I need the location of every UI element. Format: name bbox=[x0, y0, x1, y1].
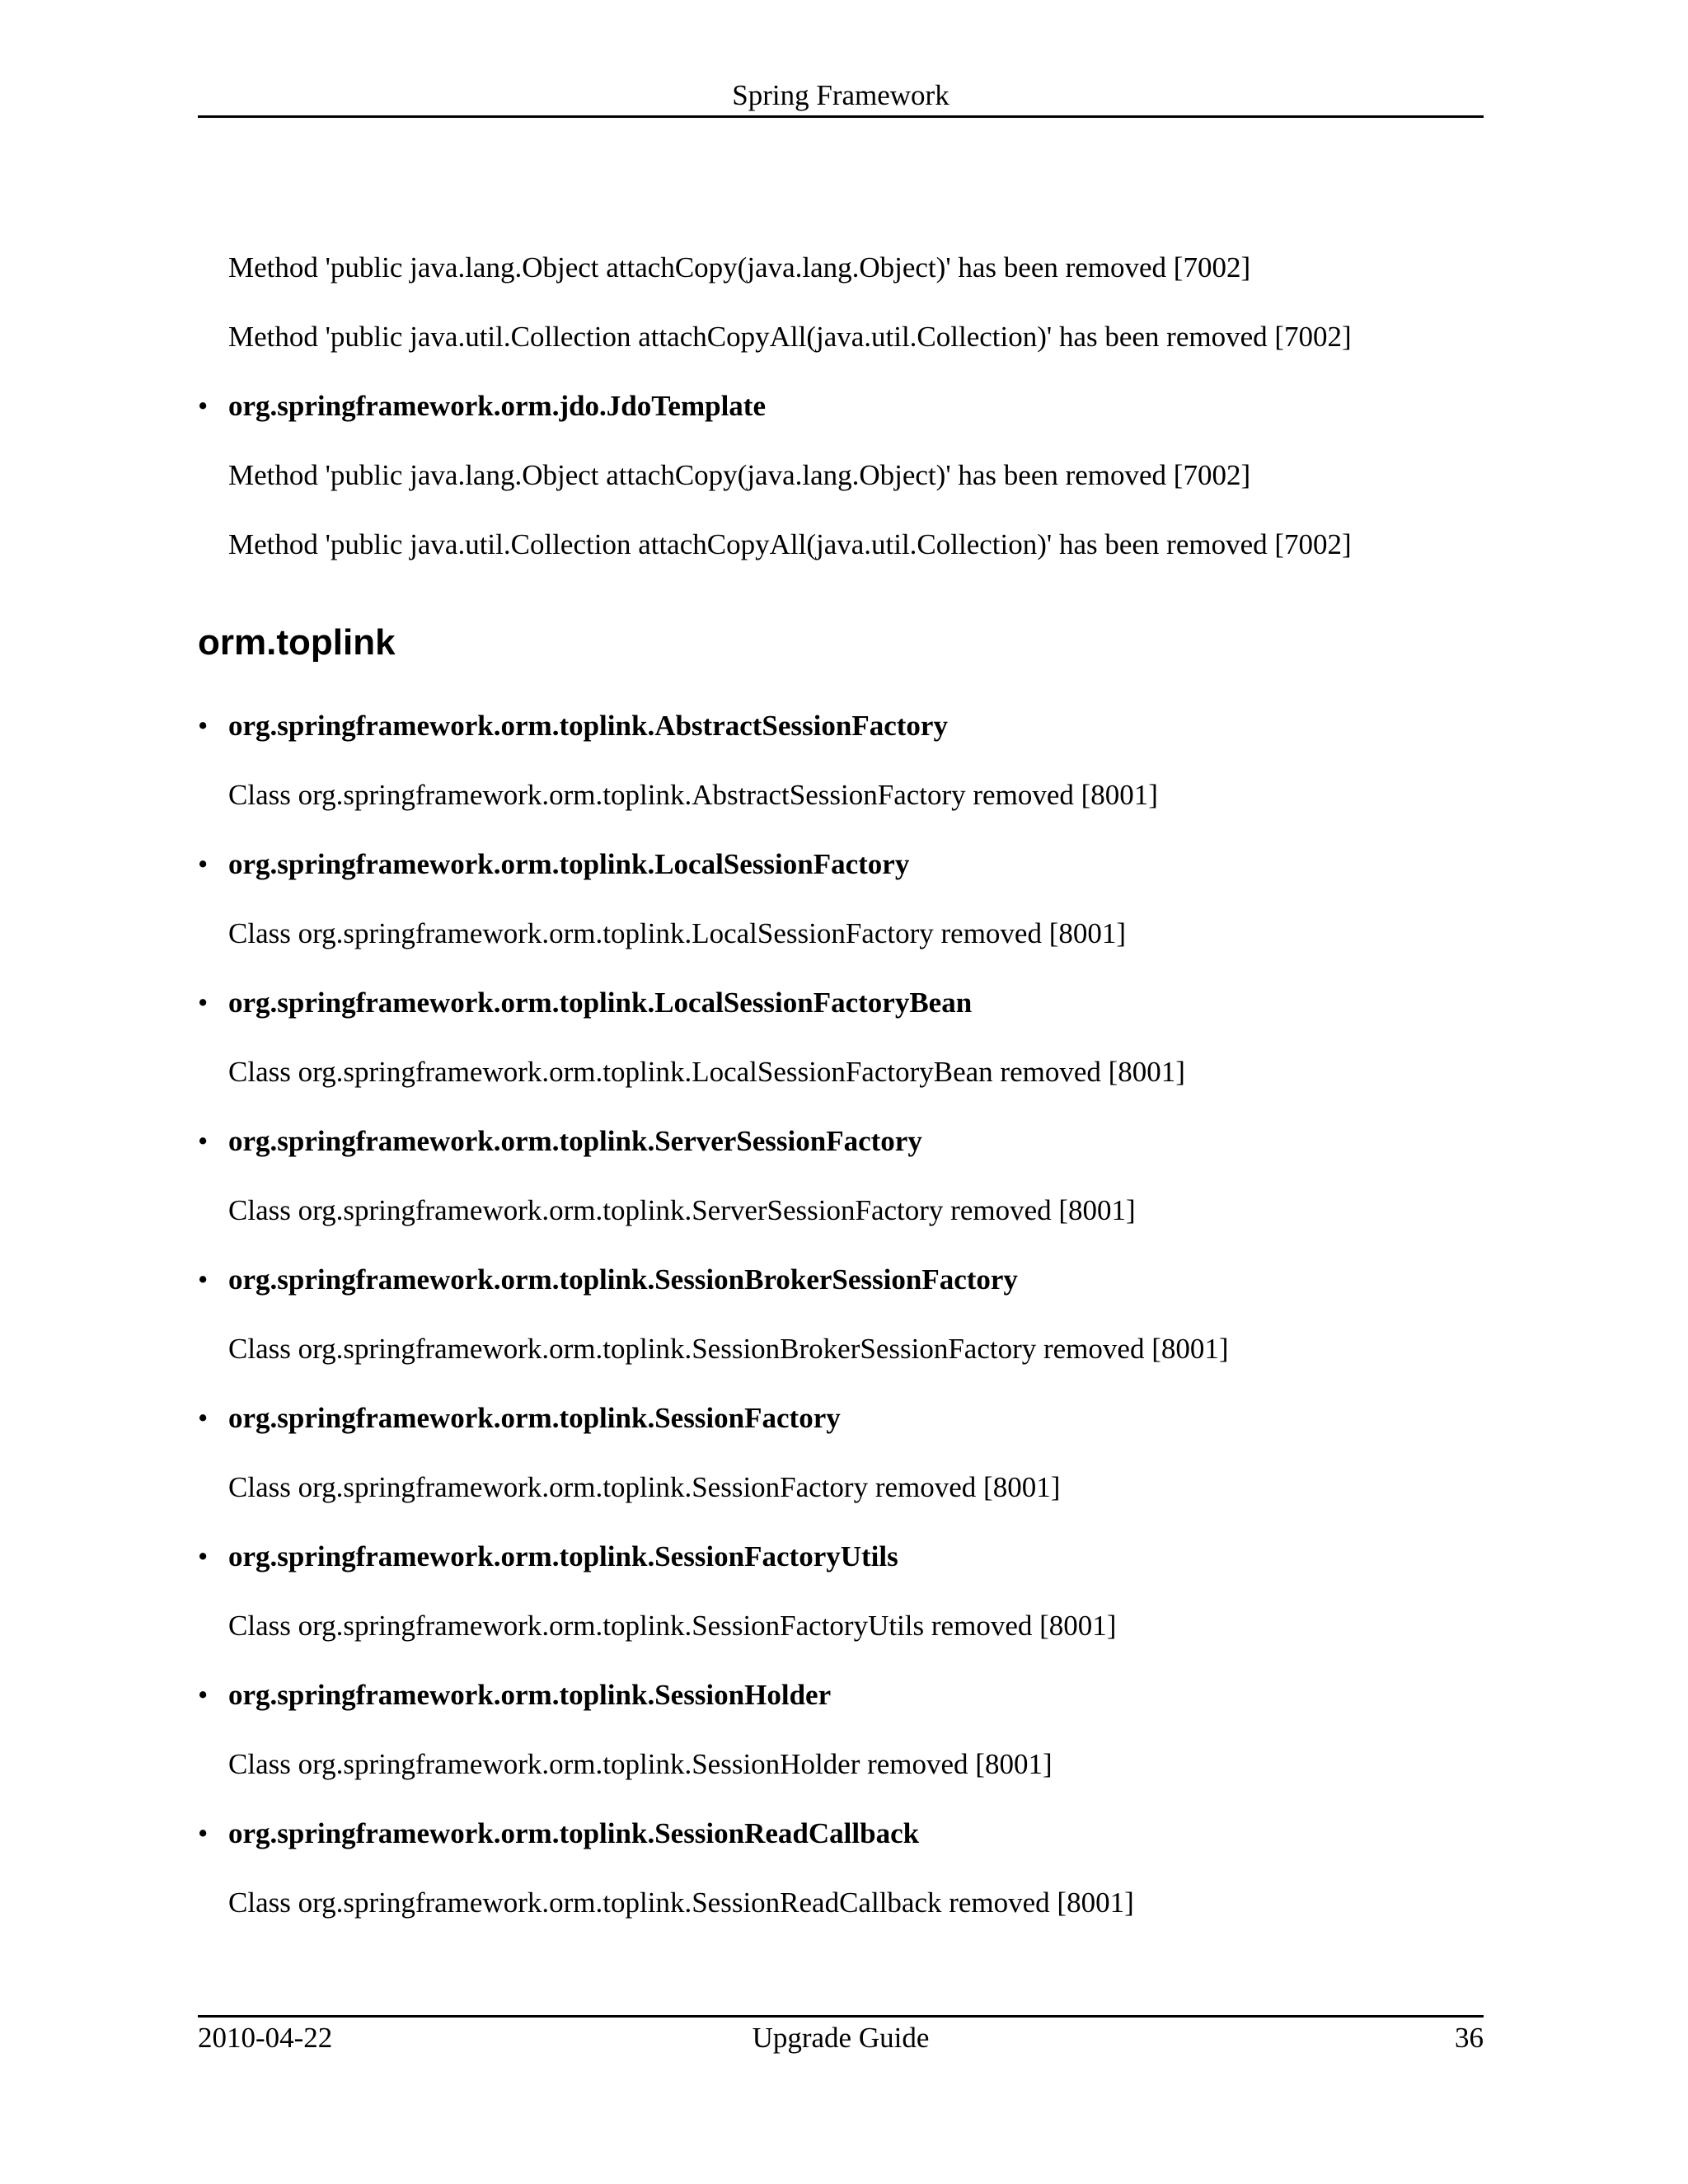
header-title: Spring Framework bbox=[732, 79, 950, 111]
list-item bbox=[198, 844, 1484, 885]
class-name: org.springframework.orm.toplink.AbstractSessionFactory bbox=[228, 710, 948, 742]
bullet-icon: • bbox=[198, 1679, 209, 1711]
list-item bbox=[198, 982, 1484, 1024]
class-name: org.springframework.orm.toplink.LocalSessionFactoryBean bbox=[228, 987, 973, 1019]
bullet-icon: • bbox=[198, 1402, 209, 1434]
section-title: orm.toplink bbox=[198, 622, 396, 663]
bullet-icon: • bbox=[198, 710, 209, 742]
class-name: org.springframework.orm.toplink.LocalSessionFactory bbox=[228, 848, 910, 880]
list-item bbox=[198, 1675, 1484, 1716]
class-name: org.springframework.orm.toplink.SessionHolder bbox=[228, 1679, 832, 1711]
jdo-detail-1: Method 'public java.lang.Object attachCopy(java.lang.Object)' has been removed [7002] bbox=[228, 459, 1251, 491]
list-item bbox=[198, 1398, 1484, 1439]
page-header bbox=[198, 76, 1484, 118]
item-detail: Class org.springframework.orm.toplink.SessionFactory removed [8001] bbox=[228, 1471, 1061, 1503]
class-name: org.springframework.orm.toplink.SessionReadCallback bbox=[228, 1817, 920, 1849]
footer-title: Upgrade Guide bbox=[752, 2022, 930, 2054]
class-name: org.springframework.orm.jdo.JdoTemplate bbox=[228, 390, 766, 422]
list-item bbox=[198, 1813, 1484, 1854]
item-detail: Class org.springframework.orm.toplink.SessionFactoryUtils removed [8001] bbox=[228, 1610, 1117, 1642]
item-detail: Class org.springframework.orm.toplink.AbstractSessionFactory removed [8001] bbox=[228, 779, 1158, 811]
footer-date: 2010-04-22 bbox=[198, 2022, 333, 2054]
jdo-detail-2: Method 'public java.util.Collection attachCopyAll(java.util.Collection)' has been removed [7002] bbox=[228, 528, 1352, 560]
list-item-jdo-template bbox=[198, 386, 1484, 427]
item-detail: Class org.springframework.orm.toplink.LocalSessionFactory removed [8001] bbox=[228, 917, 1127, 949]
bullet-icon: • bbox=[198, 987, 209, 1019]
item-detail: Class org.springframework.orm.toplink.SessionBrokerSessionFactory removed [8001] bbox=[228, 1333, 1229, 1365]
class-name: org.springframework.orm.toplink.SessionFactoryUtils bbox=[228, 1540, 898, 1572]
item-detail: Class org.springframework.orm.toplink.LocalSessionFactoryBean removed [8001] bbox=[228, 1056, 1185, 1088]
item-detail: Class org.springframework.orm.toplink.ServerSessionFactory removed [8001] bbox=[228, 1194, 1136, 1226]
intro-line-1: Method 'public java.lang.Object attachCopy(java.lang.Object)' has been removed [7002] bbox=[228, 251, 1251, 284]
class-name: org.springframework.orm.toplink.ServerSessionFactory bbox=[228, 1125, 922, 1157]
page-content bbox=[198, 247, 1484, 1952]
list-item bbox=[198, 705, 1484, 747]
item-detail: Class org.springframework.orm.toplink.SessionHolder removed [8001] bbox=[228, 1748, 1053, 1780]
list-item bbox=[198, 1259, 1484, 1301]
list-item bbox=[198, 1121, 1484, 1162]
bullet-icon: • bbox=[198, 1263, 209, 1296]
item-detail: Class org.springframework.orm.toplink.SessionReadCallback removed [8001] bbox=[228, 1886, 1134, 1919]
bullet-icon: • bbox=[198, 1817, 209, 1849]
list-item bbox=[198, 1536, 1484, 1577]
page-number: 36 bbox=[1455, 2022, 1484, 2054]
bullet-icon: • bbox=[198, 1125, 209, 1157]
intro-line-2: Method 'public java.util.Collection attachCopyAll(java.util.Collection)' has been removed [7002] bbox=[228, 321, 1352, 353]
bullet-icon: • bbox=[198, 390, 209, 422]
bullet-icon: • bbox=[198, 848, 209, 880]
class-name: org.springframework.orm.toplink.SessionBrokerSessionFactory bbox=[228, 1263, 1018, 1296]
page-footer bbox=[198, 2015, 1484, 2059]
class-name: org.springframework.orm.toplink.SessionFactory bbox=[228, 1402, 841, 1434]
bullet-icon: • bbox=[198, 1540, 209, 1572]
